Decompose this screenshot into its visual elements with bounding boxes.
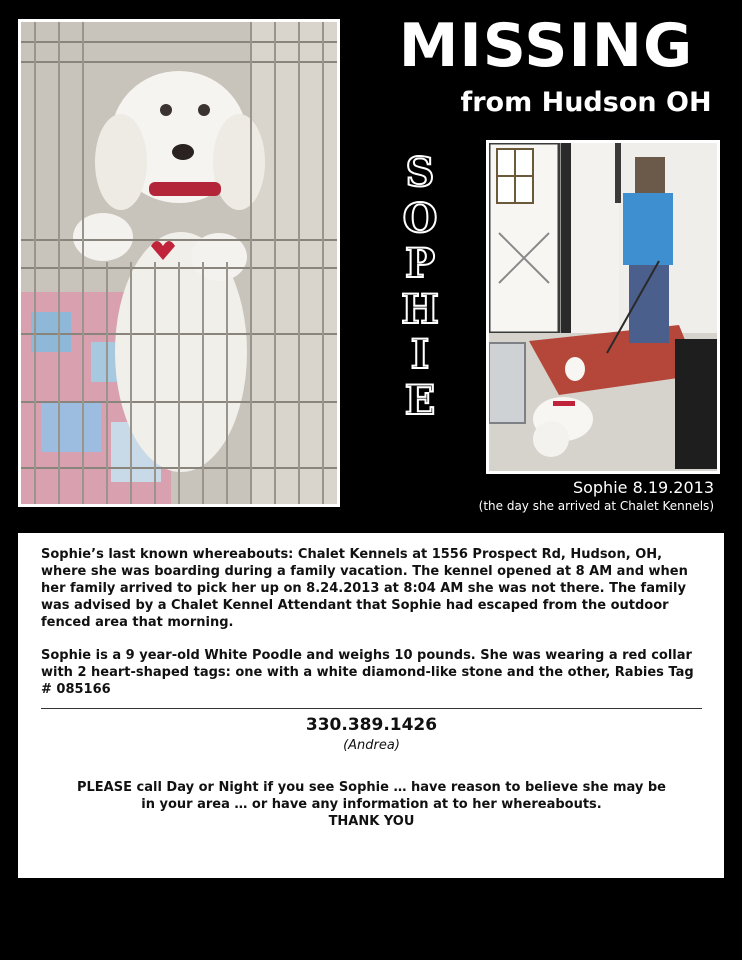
name-letter: P — [404, 240, 436, 287]
plea-line-1: PLEASE call Day or Night if you see Sophie … have reason to believe she may be — [76, 780, 667, 795]
plea-line-2: in your area … or have any information at to her whereabouts. — [141, 797, 602, 812]
dog-name-vertical — [392, 150, 448, 423]
description-paragraph: Sophie is a 9 year-old White Poodle and weighs 10 pounds. She was wearing a red collar with 2 heart-shaped tags: one with a white diamond-like stone and the other, Rabies Tag # 085166 — [41, 648, 694, 697]
name-letter: I — [410, 331, 430, 378]
headline-missing: MISSING — [398, 11, 694, 81]
thank-you: THANK YOU — [328, 814, 415, 829]
poodle-on-leash-photo — [486, 140, 720, 474]
whereabouts-paragraph: Sophie’s last known whereabouts: Chalet Kennels at 1556 Prospect Rd, Hudson, OH, where she was boarding during a family vacation. The kennel opened at 8 AM and when her family arrived to pick her up on 8.24.2013 at 8:04 AM she was not there. The family was advised by a Chalet Kennel Attendant that Sophie had escaped from the outdoor fenced area that morning. — [41, 547, 688, 630]
name-letter: S — [405, 149, 435, 196]
name-letter: E — [404, 376, 436, 424]
divider — [41, 708, 702, 709]
contact-name: (Andrea) — [343, 738, 400, 753]
info-panel — [18, 533, 724, 878]
contact-phone: 330.389.1426 — [305, 715, 438, 735]
name-letter: O — [402, 194, 438, 242]
subheadline-location: from Hudson OH — [460, 87, 712, 118]
photo-caption-note: (the day she arrived at Chalet Kennels) — [478, 499, 714, 513]
kennel-entrance-illustration — [489, 143, 717, 471]
photo-caption-date: Sophie 8.19.2013 — [572, 478, 714, 497]
name-letter: H — [401, 285, 439, 333]
poodle-in-crate-photo — [18, 19, 340, 507]
poodle-in-crate-illustration — [21, 22, 337, 504]
